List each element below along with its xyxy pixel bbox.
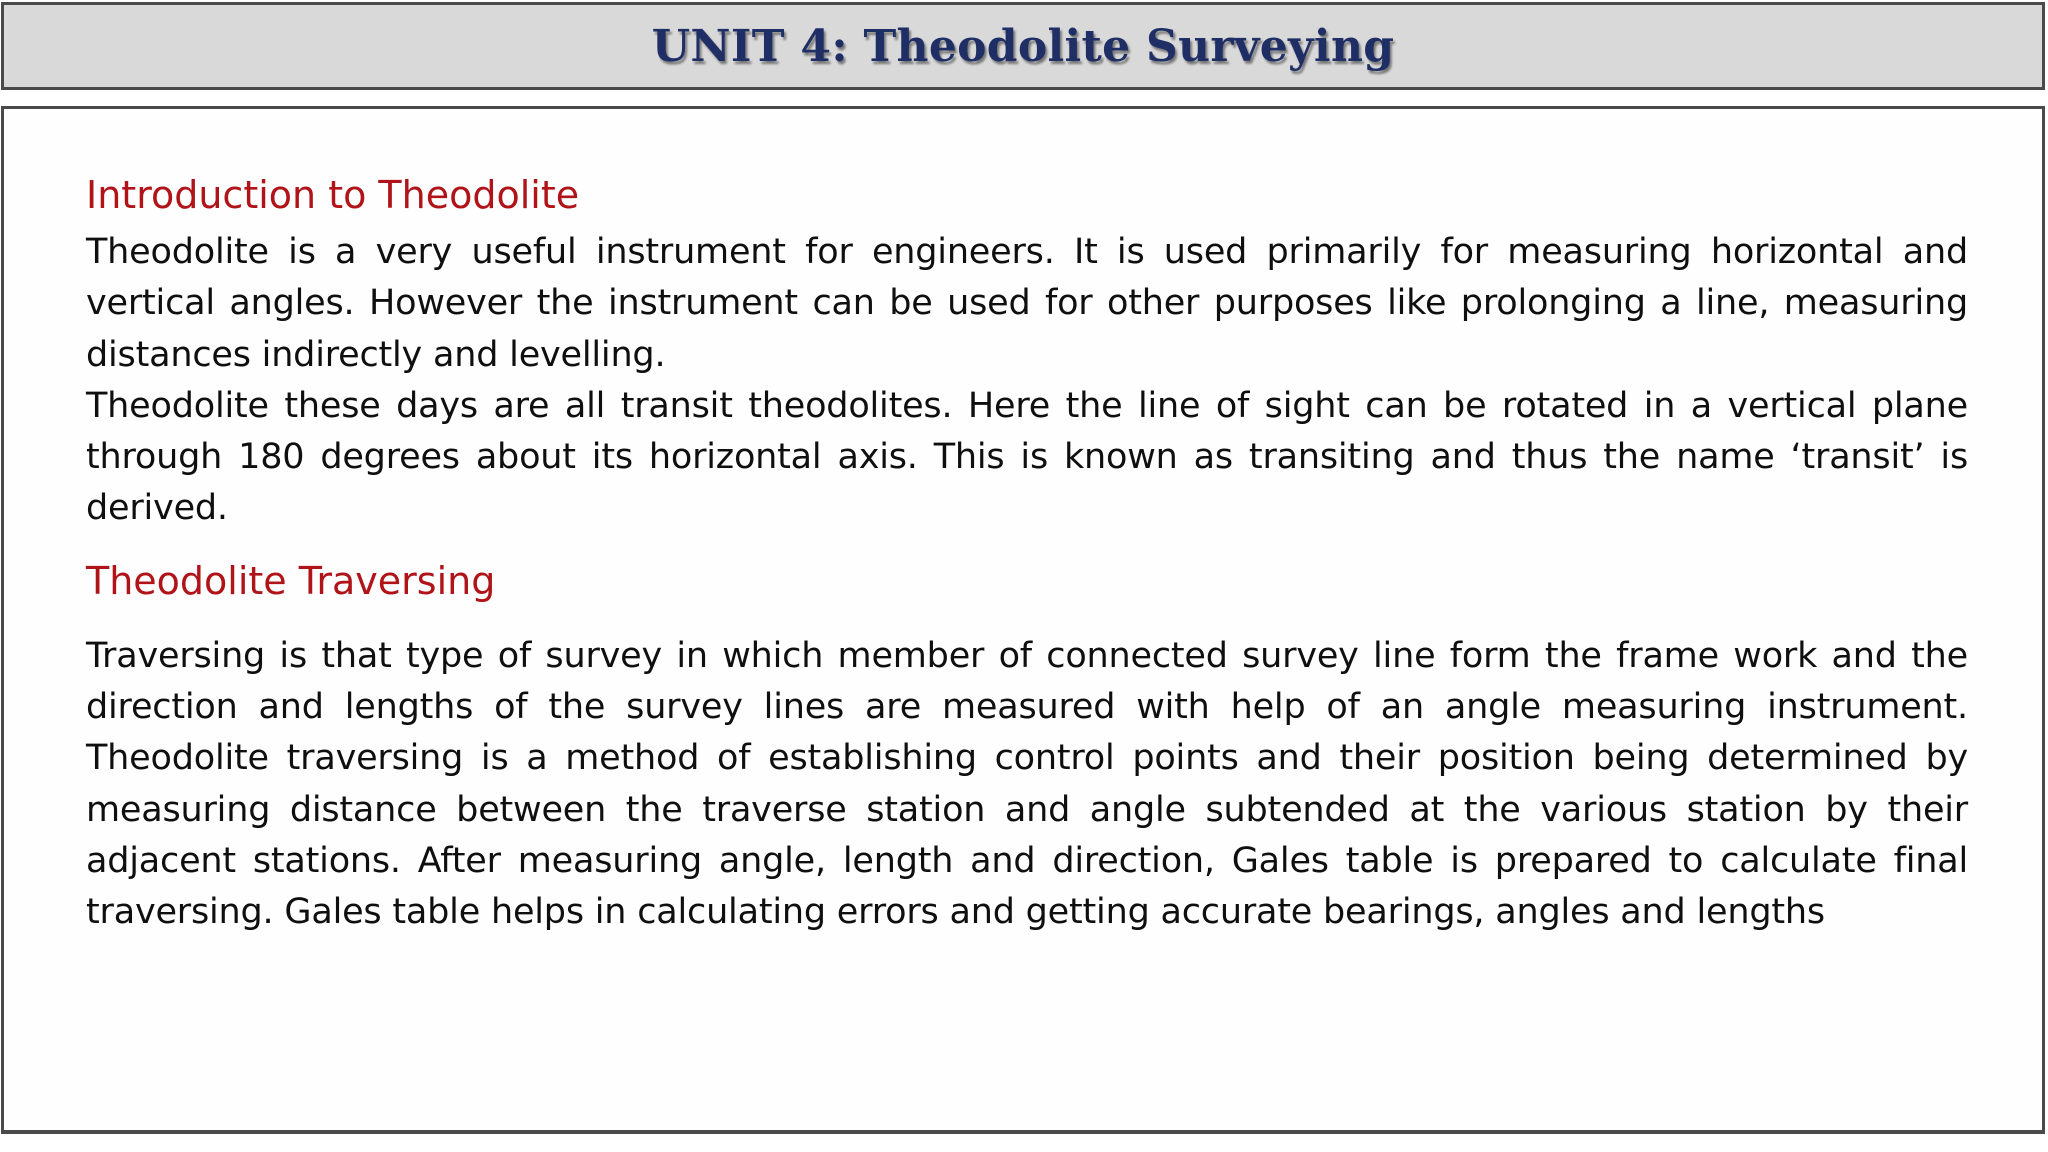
content-body	[86, 169, 1968, 939]
content-panel	[1, 106, 2045, 1134]
intro-paragraph-2: Theodolite these days are all transit theodolites. Here the line of sight can be rotated in a vertical plane through 180 degrees about its horizontal axis. This is known as transiting and thus the name ‘transit’ is derived.	[86, 385, 1968, 529]
section-heading-traversing: Theodolite Traversing	[86, 558, 496, 603]
intro-paragraph-1: Theodolite is a very useful instrument for engineers. It is used primarily for measuring horizontal and vertical angles. However the instrument can be used for other purposes like prolonging a line, measuring distances indirectly and levelling.	[86, 232, 1968, 375]
section-heading-introduction: Introduction to Theodolite	[86, 173, 580, 217]
traversing-paragraph: Traversing is that type of survey in which member of connected survey line form the frame work and the direction and lengths of the survey lines are measured with help of an angle measuring instrument. Theodolite traversing is a method of establishing control points and their position being determined by measuring distance between the traverse station and angle subtended at the various station by their adjacent stations. After measuring angle, length and direction, Gales table is prepared to calculate final traversing. Gales table helps in calculating errors and getting accurate bearings, angles and lengths	[86, 635, 1968, 933]
slide-title: UNIT 4: Theodolite Surveying	[651, 20, 1395, 72]
title-bar	[1, 2, 2045, 90]
